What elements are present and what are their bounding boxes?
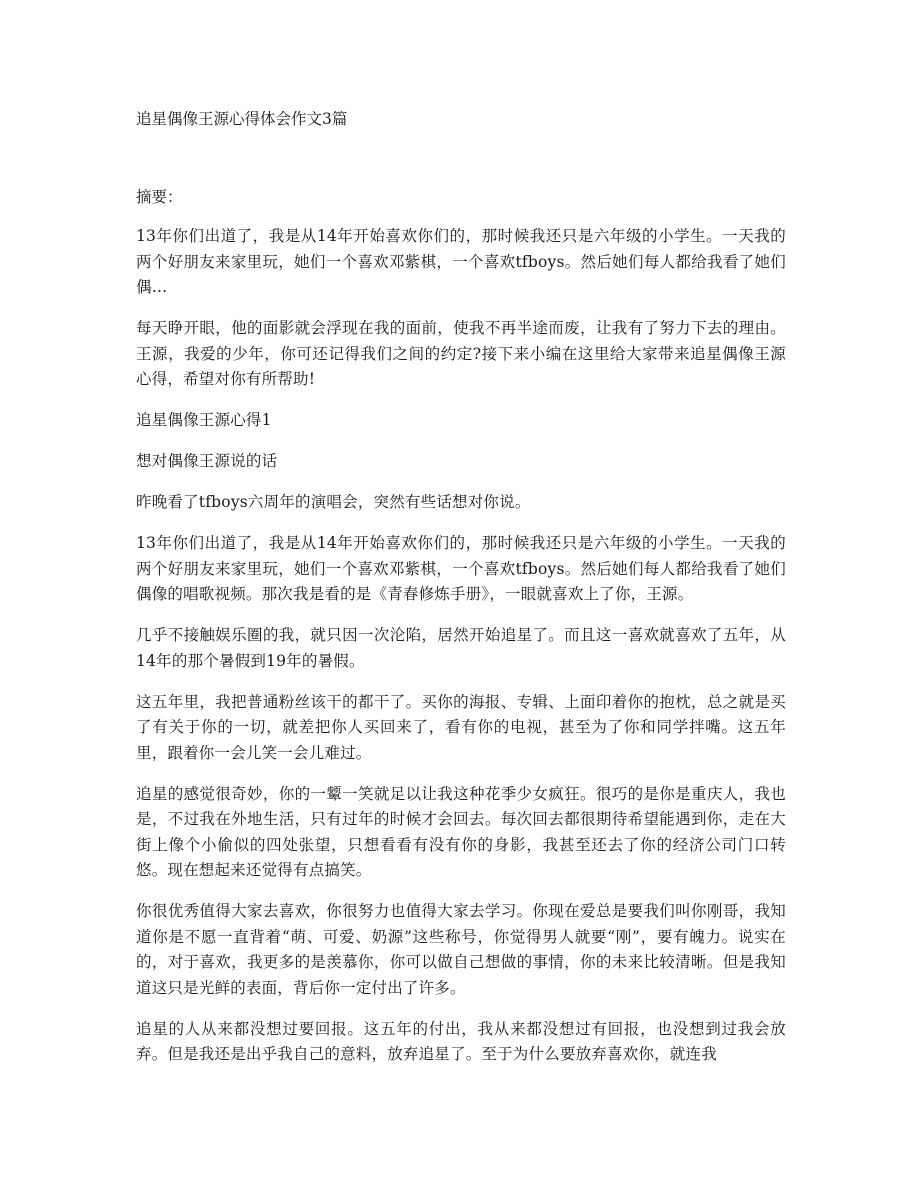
- paragraph: 追星的人从来都没想过要回报。这五年的付出，我从来都没想过有回报，也没想到过我会放弃。但是我还是出乎我自己的意料，放弃追星了。至于为什么要放弃喜欢你，就连我: [136, 1019, 786, 1063]
- paragraph: 昨晚看了tfboys六周年的演唱会，突然有些话想对你说。: [136, 493, 531, 511]
- paragraph: 追星的感觉很奇妙，你的一颦一笑就足以让我这种花季少女疯狂。很巧的是你是重庆人，我也是，不过我在外地生活，只有过年的时候才会回去。每次回去都很期待希望能遇到你，走在大街上像个小偷似的四处张望，只想看看有没有你的身影，我甚至还去了你的经济公司门口转悠。现在想起来还觉得有点搞笑。: [136, 784, 786, 879]
- document-body: [136, 224, 786, 1083]
- paragraph: 13年你们出道了，我是从14年开始喜欢你们的，那时候我还只是六年级的小学生。一天我的两个好朋友来家里玩，她们一个喜欢邓紫棋，一个喜欢tfboys。然后她们每人都给我看了她们偶像的唱歌视频。那次我是看的是《青春修炼手册》，一眼就喜欢上了你，王源。: [136, 534, 786, 603]
- paragraph: 你很优秀值得大家去喜欢，你很努力也值得大家去学习。你现在爱总是要我们叫你刚哥，我知道你是不愿一直背着“萌、可爱、奶源”这些称号，你觉得男人就要“刚”，要有魄力。说实在的，对于喜欢，我更多的是羡慕你，你可以做自己想做的事情，你的未来比较清晰。但是我知道这只是光鲜的表面，背后你一定付出了许多。: [136, 902, 786, 997]
- paragraph: 13年你们出道了，我是从14年开始喜欢你们的，那时候我还只是六年级的小学生。一天我的两个好朋友来家里玩，她们一个喜欢邓紫棋，一个喜欢tfboys。然后她们每人都给我看了她们偶…: [136, 227, 786, 296]
- paragraph: 这五年里，我把普通粉丝该干的都干了。买你的海报、专辑、上面印着你的抱枕，总之就是买了有关于你的一切，就差把你人买回来了，看有你的电视，甚至为了你和同学拌嘴。这五年里，跟着你一会儿笑一会儿难过。: [136, 692, 786, 762]
- document-title: 追星偶像王源心得体会作文3篇: [136, 110, 348, 128]
- abstract-label: 摘要：: [136, 188, 183, 206]
- paragraph: 每天睁开眼，他的面影就会浮现在我的面前，使我不再半途而废，让我有了努力下去的理由。王源，我爱的少年，你可还记得我们之间的约定?接下来小编在这里给大家带来追星偶像王源心得，希望对你有所帮助!: [136, 319, 786, 388]
- subheading: 想对偶像王源说的话: [136, 452, 278, 470]
- section-heading: 追星偶像王源心得1: [136, 411, 272, 429]
- paragraph: 几乎不接触娱乐圈的我，就只因一次沦陷，居然开始追星了。而且这一喜欢就喜欢了五年，从14年的那个暑假到19年的暑假。: [136, 626, 786, 670]
